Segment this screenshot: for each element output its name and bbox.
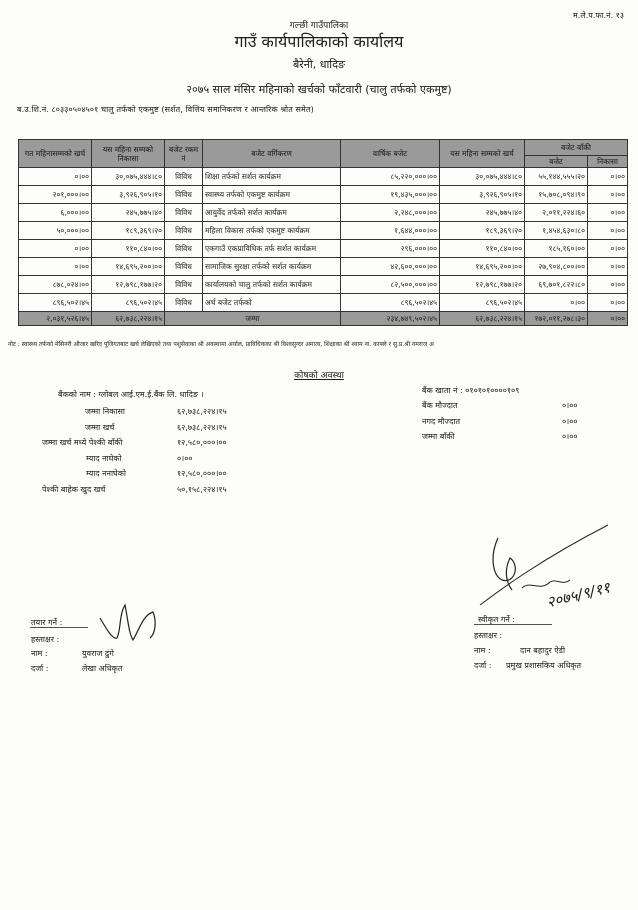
prepared-post-label: दर्जा :	[31, 664, 49, 673]
treasury-value: ६२,७३८,२२४।१५	[177, 422, 227, 432]
table-cell-bal: १,४५४,६३०।८०	[525, 222, 588, 240]
total-cell-release: ६२,७३८,२२४।१५	[92, 312, 165, 326]
treasury-right-label: नगद मौज्दात	[422, 416, 461, 426]
table-cell-annual: ८२,५००,०००।००	[341, 276, 440, 294]
table-cell-release: १४,६९५,२००।००	[92, 258, 165, 276]
treasury-label: पेश्की बाहेक खुद खर्च	[42, 484, 106, 494]
table-cell-release: ३,९२६,९०५।१०	[92, 186, 165, 204]
table-cell-prev: ८९६,५०२।४५	[19, 294, 92, 312]
table-cell-prev: ५०,०००।००	[19, 222, 92, 240]
table-cell-release: ३०,०७५,४४४।८०	[92, 168, 165, 186]
treasury-label: म्याद ननाघेको	[86, 469, 126, 478]
table-row	[19, 258, 628, 276]
expense-table	[18, 139, 628, 326]
header-month-expense: यस महिना सम्मको खर्च	[440, 140, 525, 168]
header-prev-expense: गत महिनासम्मको खर्च	[19, 140, 92, 168]
table-cell-exp: ३०,०७५,४४४।८०	[440, 168, 525, 186]
table-cell-release: २४५,७७५।४०	[92, 204, 165, 222]
table-cell-rel: ०।००	[588, 258, 628, 276]
treasury-right-value: ०।००	[562, 416, 578, 426]
table-cell-rel: ०।००	[588, 294, 628, 312]
table-cell-exp: ११०,८४०।००	[440, 240, 525, 258]
table-cell-prev: ६,०००।००	[19, 204, 92, 222]
table-cell-prev: ८७८,०२४।००	[19, 276, 92, 294]
table-cell-cls: आयुर्वेद तर्फको सर्शत कार्यक्रम	[203, 204, 341, 222]
table-cell-annual: २,२४८,०००।००	[341, 204, 440, 222]
table-row	[19, 240, 628, 258]
table-cell-rel: ०।००	[588, 240, 628, 258]
table-cell-release: १८९,३६९।२०	[92, 222, 165, 240]
table-cell-bal: २,०११,२२४।६०	[525, 204, 588, 222]
table-cell-code: विविध	[165, 168, 203, 186]
table-cell-annual: १९,४३५,०००।००	[341, 186, 440, 204]
table-total-row	[19, 312, 628, 326]
table-row	[19, 204, 628, 222]
table-cell-prev: २०१,०००।००	[19, 186, 92, 204]
treasury-right-label: जम्मा बाँकी	[422, 432, 455, 441]
treasury-title: कोषको अवस्था	[294, 371, 344, 381]
bank-name: बैंकको नाम : ग्लोबल आई.एम.ई.बैंक लि. धादिङ ।	[58, 390, 204, 399]
table-cell-cls: महिला विकास तर्फको एकमुष्ट कार्यक्रम	[203, 222, 341, 240]
table-cell-annual: ८९६,५०२।४५	[341, 294, 440, 312]
table-cell-rel: ०।००	[588, 168, 628, 186]
table-cell-bal: ६९,७०१,८२२।८०	[525, 276, 588, 294]
table-cell-bal: ५५,१४४,५५५।२०	[525, 168, 588, 186]
table-row	[19, 294, 628, 312]
table-cell-prev: ०।००	[19, 258, 92, 276]
approved-name-label: नाम :	[474, 646, 491, 655]
table-row	[19, 186, 628, 204]
header-budget-class: बजेट वर्गिकरण	[203, 140, 341, 168]
table-cell-annual: १,६४४,०००।००	[341, 222, 440, 240]
table-cell-code: विविध	[165, 294, 203, 312]
prepared-by-title: तयार गर्ने :	[31, 618, 63, 627]
header-month-release: यस महिना सम्मको निकासा	[92, 140, 165, 168]
table-cell-rel: ०।००	[588, 222, 628, 240]
table-cell-exp: १२,७९८,१७७।२०	[440, 276, 525, 294]
approver-signature-icon	[470, 520, 620, 620]
treasury-right-label: बैंक मौज्दात	[422, 401, 458, 410]
treasury-value: ६२,७३८,२२४।१५	[177, 407, 227, 416]
handwritten-date: २०७५/९/११	[544, 578, 612, 612]
total-cell-label: जम्मा	[165, 312, 341, 326]
table-cell-exp: ३,९२६,९०५।१०	[440, 186, 525, 204]
approved-post: प्रमुख प्रशासकिय अधिकृत	[506, 661, 582, 670]
total-cell-annual: २३४,७४९,५०२।४५	[341, 312, 440, 326]
table-cell-exp: १४,६९५,२००।००	[440, 258, 525, 276]
form-number: म.ले.प.फा.नं. १३	[572, 11, 624, 20]
table-cell-cls: स्वास्थ्य तर्फको एकमुष्ट कार्यक्रम	[203, 186, 341, 204]
table-cell-exp: १८९,३६९।२०	[440, 222, 525, 240]
table-cell-annual: ८५,२२०,०००।००	[341, 168, 440, 186]
approved-name: दान बहादुर ऐडी	[520, 646, 566, 655]
treasury-label: म्याद नाघेको	[86, 453, 122, 463]
prepared-name-label: नाम :	[31, 649, 48, 658]
treasury-value: १२,५८०,०००।००	[177, 438, 227, 447]
table-cell-bal: १५,७०८,०९४।९०	[525, 186, 588, 204]
table-cell-rel: ०।००	[588, 204, 628, 222]
header-budget-code: बजेट रकम नं	[165, 140, 203, 168]
treasury-label: जम्मा निकासा	[85, 407, 125, 416]
total-cell-prev: २,०३१,५२६।४५	[19, 312, 92, 326]
table-cell-prev: ०।००	[19, 168, 92, 186]
approved-sign-label: हस्ताक्षर :	[474, 631, 503, 640]
table-cell-cls: अर्थ बजेट तर्फको	[203, 294, 341, 312]
municipality-name: गल्छी गाउँपालिका	[289, 21, 349, 31]
table-cell-release: ८९६,५०२।४५	[92, 294, 165, 312]
header-balance-budget: बजेट	[525, 156, 588, 168]
table-cell-code: विविध	[165, 258, 203, 276]
table-cell-rel: ०।००	[588, 276, 628, 294]
table-cell-cls: सामाजिक सुरक्षा तर्फको सर्शत कार्यक्रम	[203, 258, 341, 276]
table-cell-code: विविध	[165, 186, 203, 204]
table-row	[19, 222, 628, 240]
office-title: गाउँ कार्यपालिकाको कार्यालय	[234, 32, 404, 51]
report-title: २०७५ साल मंसिर महिनाको खर्चको फाँटवारी (चालु तर्फको एकमुष्ट)	[186, 83, 452, 96]
bank-account: बैंक खाता नं : ०१०१०१००००१०९	[422, 386, 520, 395]
table-cell-code: विविध	[165, 222, 203, 240]
office-location: बैरेनी, धादिङ	[292, 58, 346, 71]
table-cell-rel: ०।००	[588, 186, 628, 204]
approved-post-label: दर्जा :	[474, 661, 492, 670]
footnote: नोट : स्वास्थ्य तर्फको मेसिनरी औजार खरिद पुजिगतबाट खर्च लेखिएको तथा पशुसेवाका श्री अवस्थामा अर्याल, प्राविधिकका श्री विश्वसुन्दर अमात्य, शिक्षाका श्री श्याम ना. काफ्ले र सु.प्र.श्री नमराज अ	[8, 341, 434, 348]
table-cell-cls: कार्यालयको चालु तर्फको सर्शत कार्यक्रम	[203, 276, 341, 294]
total-cell-exp: ६२,७३८,२२४।१५	[440, 312, 525, 326]
treasury-right-value: ०।००	[562, 432, 578, 441]
table-cell-cls: शिक्षा तर्फको सर्शत कार्यक्रम	[203, 168, 341, 186]
total-cell-rel: ०।००	[588, 312, 628, 326]
table-row	[19, 168, 628, 186]
table-cell-annual: २९६,०००।००	[341, 240, 440, 258]
table-row	[19, 276, 628, 294]
table-cell-bal: ०।००	[525, 294, 588, 312]
table-cell-prev: ०।००	[19, 240, 92, 258]
approved-by-title: स्वीकृत गर्ने :	[478, 615, 516, 624]
table-cell-bal: १८५,१६०।००	[525, 240, 588, 258]
header-annual-budget: वार्षिक बजेट	[341, 140, 440, 168]
treasury-value: १२,५८०,०००।००	[177, 469, 227, 478]
table-cell-bal: २७,९०४,८००।००	[525, 258, 588, 276]
header-balance-release: निकासा	[588, 156, 628, 168]
preparer-signature-icon	[95, 600, 165, 645]
treasury-value: ५०,१५८,२२४।१५	[177, 484, 227, 494]
total-cell-bal: १७२,०११,२७८।३०	[525, 312, 588, 326]
table-cell-release: १२,७९८,१७७।२०	[92, 276, 165, 294]
prepared-sign-label: हस्ताक्षर :	[31, 635, 60, 644]
table-cell-exp: ८९६,५०२।४५	[440, 294, 525, 312]
treasury-label: जम्मा खर्च	[85, 422, 115, 432]
table-cell-annual: ४२,६००,०००।००	[341, 258, 440, 276]
table-cell-code: विविध	[165, 240, 203, 258]
prepared-post: लेखा अधिकृत	[82, 664, 123, 673]
table-cell-cls: एकगाउँ एकप्राविधिक तर्फ सर्शत कार्यक्रम	[203, 240, 341, 258]
table-cell-code: विविध	[165, 204, 203, 222]
table-cell-release: ११०,८४०।००	[92, 240, 165, 258]
treasury-label: जम्मा खर्च मध्ये पेश्की बाँकी	[42, 438, 123, 447]
table-cell-code: विविध	[165, 276, 203, 294]
table-cell-exp: २४५,७७५।४०	[440, 204, 525, 222]
treasury-right-value: ०।००	[562, 401, 578, 410]
header-budget-balance: बजेट बाँकी	[525, 140, 628, 156]
report-subtitle: ब.उ.शि.नं. ८०३३०५०४५०१ चालु तर्फको एकमुष्ट (सर्शत, वित्तिय समानिकरण र आन्तरिक श्रोत समेत)	[17, 105, 314, 114]
treasury-value: ०।००	[177, 453, 193, 463]
prepared-name: युवराज ढुंगे	[82, 649, 114, 658]
